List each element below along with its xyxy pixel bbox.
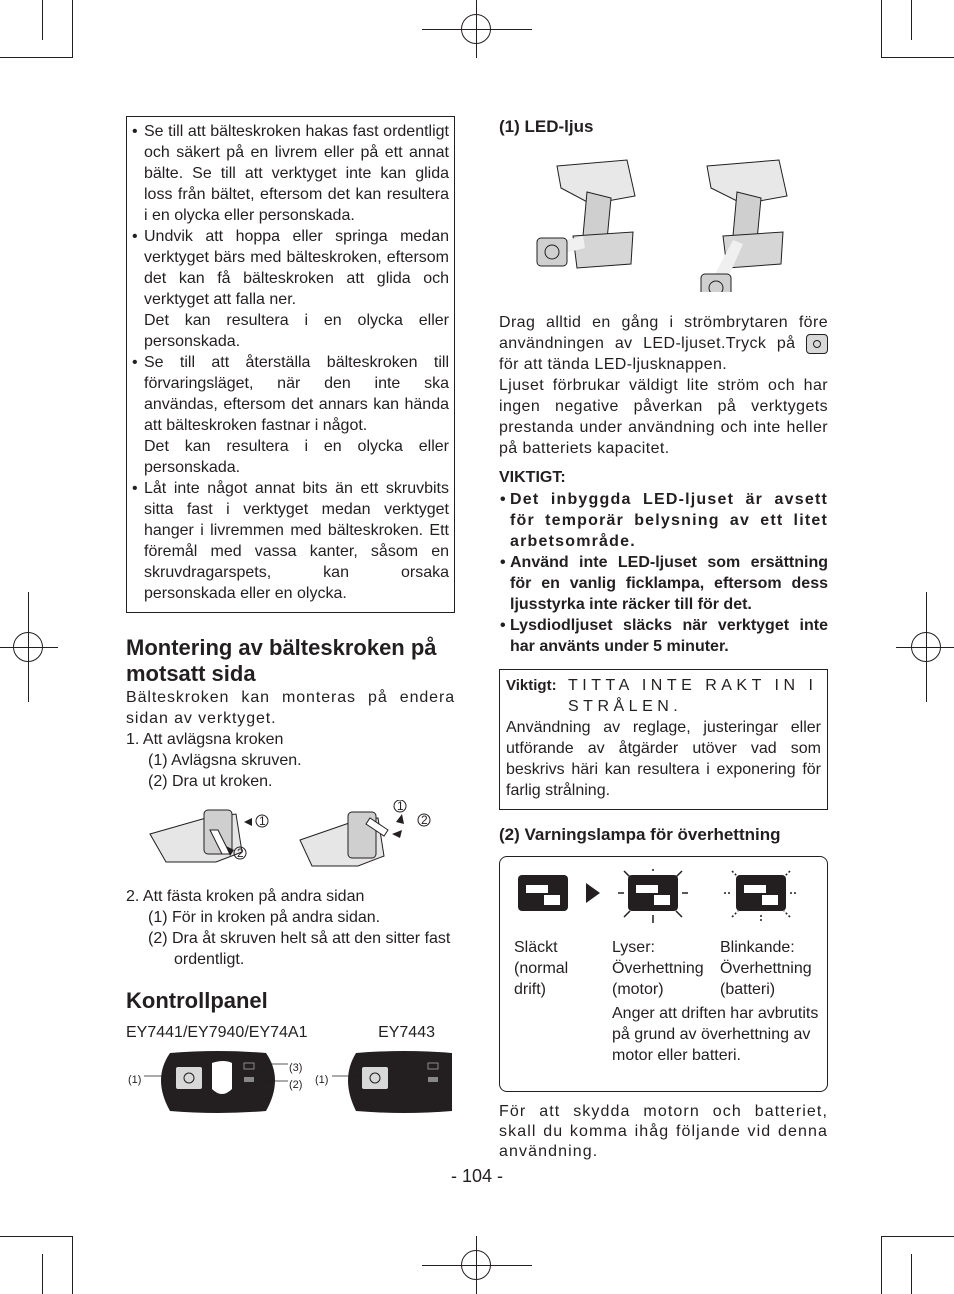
step-1-sub: (1) Avlägsna skruven. bbox=[148, 752, 302, 769]
crop-mark bbox=[0, 1236, 72, 1237]
overheat-box bbox=[499, 856, 828, 1092]
callout-1b: (1) bbox=[315, 1074, 329, 1086]
caution-line: TITTA INTE RAKT IN I STRÅLEN. bbox=[568, 677, 818, 715]
crop-mark bbox=[881, 57, 954, 58]
warning-item bbox=[131, 352, 449, 478]
crop-mark bbox=[72, 1236, 73, 1294]
status-line: Släckt bbox=[514, 939, 558, 956]
closing-text: För att skydda motorn och batteriet, skall du komma ihåg följande vid denna användning. bbox=[499, 1103, 828, 1160]
warning-extra: Det kan resultera i en olycka eller personskada. bbox=[144, 438, 449, 476]
crop-mark bbox=[881, 1236, 954, 1237]
important-list bbox=[499, 489, 828, 657]
svg-text:2: 2 bbox=[421, 813, 428, 827]
status-off bbox=[514, 937, 568, 1000]
warning-item bbox=[131, 226, 449, 352]
callout-1: (1) bbox=[128, 1074, 142, 1086]
led-text-b: för att tända LED-ljusknappen. bbox=[499, 356, 728, 373]
status-line: Överhettning bbox=[612, 960, 704, 977]
warning-item bbox=[131, 121, 449, 226]
crop-mark bbox=[42, 0, 43, 40]
model-a: EY7441/EY7940/EY74A1 bbox=[126, 1024, 308, 1041]
right-column bbox=[499, 116, 828, 1162]
step-2-sub: (1) För in kroken på andra sidan. bbox=[148, 909, 381, 926]
crop-mark bbox=[911, 0, 912, 40]
crop-mark bbox=[0, 57, 72, 58]
callout-2: (2) bbox=[289, 1079, 303, 1091]
caution-label: Viktigt: bbox=[506, 677, 557, 694]
step-1-sub: (2) Dra ut kroken. bbox=[148, 773, 273, 790]
status-line: Lyser: bbox=[612, 939, 655, 956]
belt-hook-warning-box bbox=[126, 116, 455, 613]
registration-mark bbox=[461, 14, 491, 44]
overheat-indicators bbox=[514, 869, 814, 929]
registration-mark bbox=[13, 632, 43, 662]
step-2-sub: (2) Dra åt skruven helt så att den sitter fast ordentligt. bbox=[148, 930, 451, 968]
overheat-heading: (2) Varningslampa för överhettning bbox=[499, 825, 781, 844]
callout-3: (3) bbox=[289, 1062, 303, 1074]
crop-mark bbox=[911, 1254, 912, 1294]
status-line: (motor) bbox=[612, 981, 664, 998]
status-line: Blinkande: bbox=[720, 939, 795, 956]
registration-mark bbox=[911, 632, 941, 662]
light-button-icon bbox=[806, 334, 828, 354]
led-paragraph-1 bbox=[499, 312, 828, 375]
status-line: Överhettning bbox=[720, 960, 812, 977]
warning-text: Undvik att hoppa eller springa medan verktyget bärs med bälteskroken, eftersom det kan få bälteskroken att glida och verktyget att falla ner. bbox=[144, 228, 449, 308]
led-heading: (1) LED-ljus bbox=[499, 117, 594, 136]
led-paragraph-2: Ljuset förbrukar väldigt lite ström och har ingen negative påverkan på verktygets prestanda under användning och inte heller på batteriets kapacitet. bbox=[499, 377, 828, 457]
svg-text:1: 1 bbox=[397, 800, 404, 813]
led-text-a: Drag alltid en gång i strömbrytaren före användningen av LED-ljuset.Tryck på bbox=[499, 314, 828, 352]
step-1: 1. Att avlägsna kroken bbox=[126, 731, 284, 748]
crop-mark bbox=[881, 0, 882, 58]
control-panel-figure bbox=[126, 1049, 455, 1117]
registration-mark bbox=[461, 1250, 491, 1280]
warning-list bbox=[131, 121, 449, 604]
left-column bbox=[126, 116, 455, 1117]
status-line: (batteri) bbox=[720, 981, 776, 998]
crop-mark bbox=[881, 1236, 882, 1294]
important-item: • Använd inte LED-ljuset som ersättning för en vanlig ficklampa, eftersom dess ljusstyrka inte räcker till för det. bbox=[499, 552, 828, 615]
svg-text:1: 1 bbox=[259, 814, 266, 828]
led-figure bbox=[499, 144, 828, 292]
crop-mark bbox=[72, 0, 73, 58]
mount-heading: Montering av bälteskroken på motsatt sida bbox=[126, 635, 437, 686]
belt-hook-illustration bbox=[126, 800, 455, 884]
warning-item bbox=[131, 478, 449, 604]
model-labels bbox=[126, 1022, 455, 1043]
svg-text:2: 2 bbox=[237, 846, 244, 860]
page-number: - 104 - bbox=[450, 1166, 504, 1186]
step-2: 2. Att fästa kroken på andra sidan bbox=[126, 888, 365, 905]
status-on bbox=[612, 937, 704, 1000]
model-b: EY7443 bbox=[378, 1024, 435, 1041]
caution-text: Användning av reglage, justeringar eller utförande av åtgärder utöver vad som beskrivs häri kan resultera i exponering för farlig strålning. bbox=[506, 719, 821, 799]
important-heading: VIKTIGT: bbox=[499, 469, 566, 486]
belt-hook-figure bbox=[126, 800, 455, 884]
important-item: • Det inbyggda LED-ljuset är avsett för temporär belysning av ett litet arbetsområde. bbox=[499, 489, 828, 552]
overheat-note: Anger att driften har avbrutits på grund av överhettning av motor eller batteri. bbox=[612, 1005, 819, 1064]
status-line: drift) bbox=[514, 981, 546, 998]
led-illustration bbox=[499, 144, 828, 292]
status-line: (normal bbox=[514, 960, 569, 977]
warning-text: Se till att bälteskroken hakas fast ordentligt och säkert på en livrem eller på ett annat bälte. Se till att verktyget inte kan glida loss från bältet, eftersom det kan resultera i en olycka eller personskada. bbox=[144, 123, 449, 224]
status-blink bbox=[720, 937, 812, 1000]
warning-text: Se till att återställa bälteskroken till förvaringsläget, när den inte ska användas, eftersom det annars kan hända att bälteskroken fastnar i något. bbox=[144, 354, 449, 434]
caution-box bbox=[499, 669, 828, 810]
caution-row bbox=[506, 675, 821, 717]
warning-text: Låt inte något annat bits än ett skruvbits sitta fast i verktyget medan verktyget hanger i livremmen med bälteskroken. Ett föremål med vassa kanter, såsom en skruvdragarspets, kan orsaka personskada eller en olycka. bbox=[144, 480, 449, 602]
panel-heading: Kontrollpanel bbox=[126, 988, 268, 1013]
mount-intro: Bälteskroken kan monteras på endera sidan av verktyget. bbox=[126, 689, 455, 727]
crop-mark bbox=[42, 1254, 43, 1294]
warning-extra: Det kan resultera i en olycka eller personskada. bbox=[144, 312, 449, 350]
important-item: • Lysdiodljuset släcks när verktyget inte har använts under 5 minuter. bbox=[499, 615, 828, 657]
